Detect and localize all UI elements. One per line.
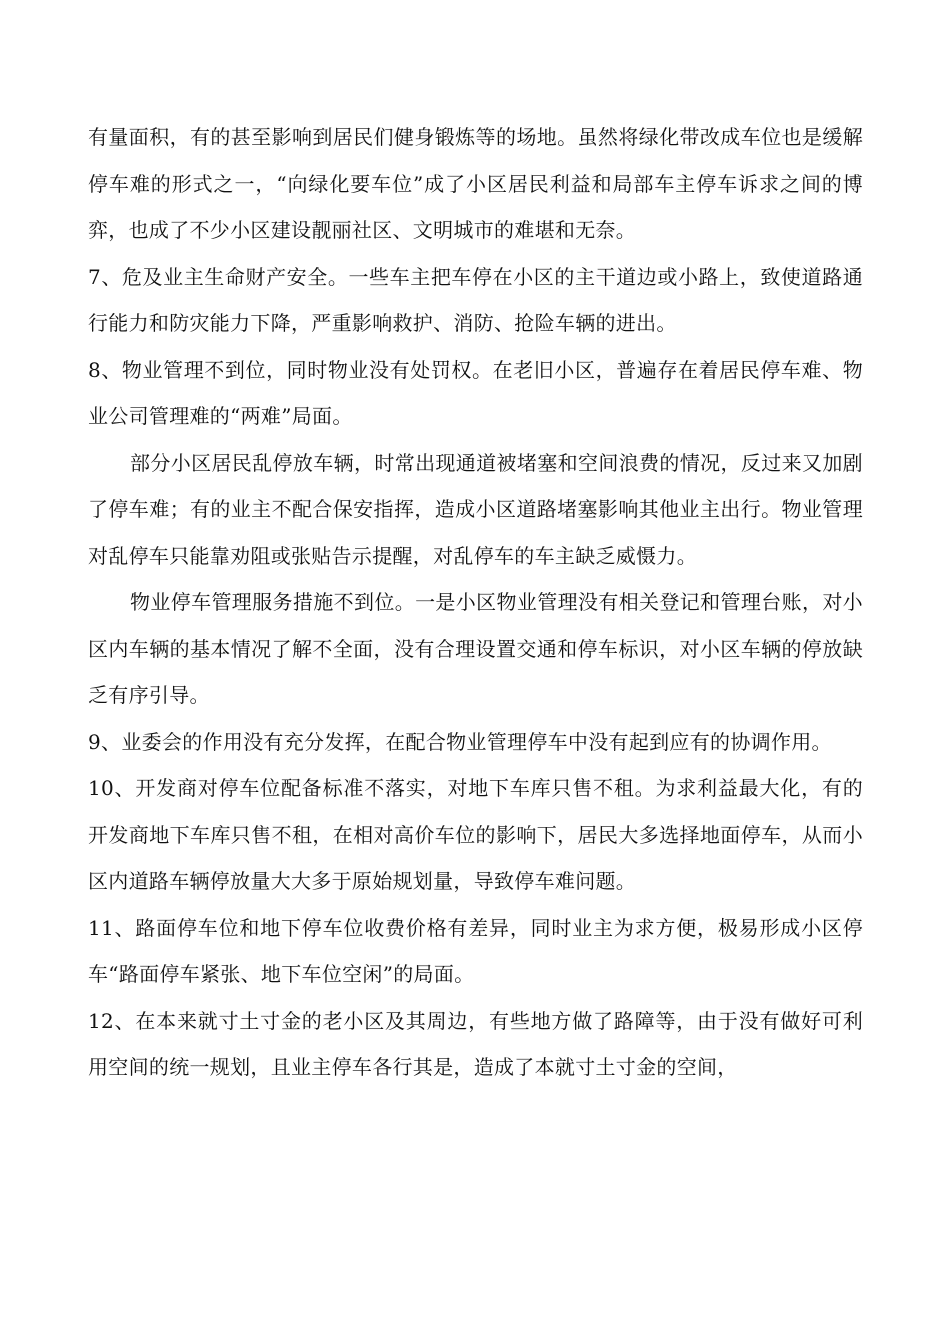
paragraph-item-8: 8、物业管理不到位，同时物业没有处罚权。在老旧小区，普遍存在着居民停车难、物业公司管理难的“两难”局面。 xyxy=(88,357,863,428)
paragraph-illegal-parking: 部分小区居民乱停放车辆，时常出现通道被堵塞和空间浪费的情况，反过来又加剧了停车难；有的业主不配合保安指挥，造成小区道路堵塞影响其他业主出行。物业管理对乱停车只能靠劝阻或张贴告示提醒，对乱停车的车主缺乏威慑力。 xyxy=(88,450,863,568)
paragraph-item-9: 9、业委会的作用没有充分发挥，在配合物业管理停车中没有起到应有的协调作用。 xyxy=(88,729,832,754)
paragraph-item-10: 10、开发商对停车位配备标准不落实，对地下车库只售不租。为求利益最大化，有的开发商地下车库只售不租，在相对高价车位的影响下，居民大多选择地面停车，从而小区内道路车辆停放量大大多于原始规划量，导致停车难问题。 xyxy=(88,776,863,893)
paragraph-item-11: 11、路面停车位和地下停车位收费价格有差异，同时业主为求方便，极易形成小区停车“路面停车紧张、地下车位空闲”的局面。 xyxy=(88,915,863,986)
paragraph-item-12: 12、在本来就寸土寸金的老小区及其周边，有些地方做了路障等，由于没有做好可利用空间的统一规划，且业主停车各行其是，造成了本就寸土寸金的空间， xyxy=(88,1008,863,1079)
paragraph-item-7: 7、危及业主生命财产安全。一些车主把车停在小区的主干道边或小路上，致使道路通行能力和防灾能力下降，严重影响救护、消防、抢险车辆的进出。 xyxy=(88,264,863,335)
paragraph-continued: 有量面积，有的甚至影响到居民们健身锻炼等的场地。虽然将绿化带改成车位也是缓解停车难的形式之一，“向绿化要车位”成了小区居民利益和局部车主停车诉求之间的博弈，也成了不少小区建设靓丽社区、文明城市的难堪和无奈。 xyxy=(88,125,863,242)
document-body xyxy=(88,114,863,1091)
paragraph-service-measures: 物业停车管理服务措施不到位。一是小区物业管理没有相关登记和管理台账，对小区内车辆的基本情况了解不全面，没有合理设置交通和停车标识，对小区车辆的停放缺乏有序引导。 xyxy=(88,590,863,707)
